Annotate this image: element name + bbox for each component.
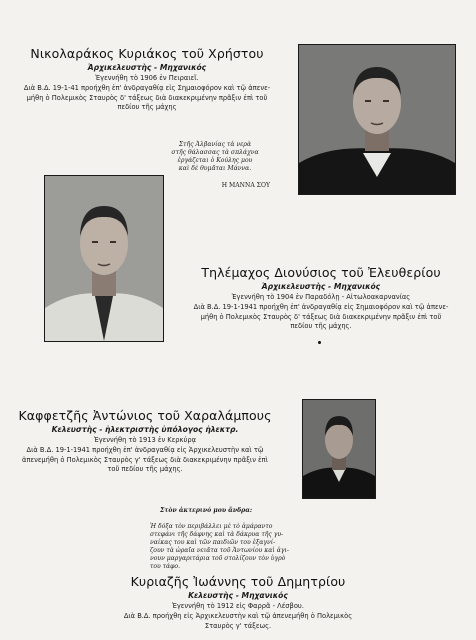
entry-citation: Διὰ Β.Δ. 19-1-1941 προήχθη ἐπ' ἀνδραγαθίᾳ εἰς Σημαιοφόρον καὶ τῷ ἀπενε- μήθη ὁ Πολεμικὸς Σταυρὸς δ' τάξεως διὰ διακεκριμένην πρᾶξιν ἐπὶ τοῦ πεδίου τῆς μάχης. <box>193 303 449 331</box>
portrait-photo-nikolarakos <box>298 44 456 195</box>
entry-birth: Ἐγεννήθη τὸ 1912 εἰς Φαρρᾶ - Λέσβου. <box>172 602 304 610</box>
entry-rank: Ἀρχικελευστὴς - Μηχανικός <box>87 63 207 72</box>
entry-rank: Ἀρχικελευστὴς - Μηχανικός <box>261 282 381 291</box>
poem-heading: Στὸν ἀκτερινό μου ἄνδρα: <box>160 507 253 514</box>
entry-name: Νικολαράκος Κυριάκος τοῦ Χρήστου <box>30 46 264 61</box>
poem-signature: Η ΜΑΝΝΑ ΣΟΥ <box>221 182 270 189</box>
portrait-photo-icon <box>299 45 455 194</box>
poem-mother <box>160 133 270 198</box>
entry-rank: Κελευστὴς - ἠλεκτριστὴς ὑπόλογος ἠλεκτρ. <box>51 425 239 434</box>
bullet-mark <box>318 341 321 344</box>
entry-nikolarakos <box>10 46 284 113</box>
portrait-photo-tilemachos <box>44 175 164 342</box>
entry-birth: Ἐγεννήθη τὸ 1904 ἐν Παραδόλῃ - Αἰτωλοακαρνανίας <box>231 293 411 301</box>
entry-name: Κυριαζῆς Ἰωάννης τοῦ Δημητρίου <box>130 574 346 589</box>
entry-kaffetzis <box>12 408 278 475</box>
entry-name: Καφφετζῆς Ἀντώνιος τοῦ Χαραλάμπους <box>18 408 272 423</box>
portrait-photo-icon <box>303 400 375 498</box>
entry-citation: Διὰ Β.Δ. 19-1-41 προήχθη ἐπ' ἀνδραγαθίᾳ εἰς Σημαιοφόρον καὶ τῷ ἀπενε- μήθη ὁ Πολεμικὸς Σταυρὸς δ' τάξεως διὰ διακεκριμένην πρᾶξιν ἐπὶ τοῦ πεδίου τῆς μάχης <box>23 84 271 112</box>
entry-rank: Κελευστὴς - Μηχανικός <box>188 591 288 600</box>
entry-birth: Ἐγεννήθη τὸ 1906 ἐν Πειραιεῖ. <box>95 74 199 82</box>
entry-tilemachos <box>182 265 460 332</box>
entry-citation: Διὰ Β.Δ. προήχθη εἰς Ἀρχικελευστὴν καὶ τῷ ἀπενεμήθη ὁ Πολεμικὸς Σταυρὸς γ' τάξεως. <box>123 612 353 630</box>
entry-kyriazis <box>100 574 376 631</box>
poem-wife <box>150 499 315 579</box>
entry-citation: Διὰ Β.Δ. 19-1-1941 προήχθη ἐπ' ἀνδραγαθίᾳ εἰς Ἀρχικελευστὴν καὶ τῷ ἀπενεμήθη ὁ Πολεμικὸς Σταυρὸς γ' τάξεως διὰ διακεκριμένην πρᾶξιν ἐπὶ τοῦ πεδίου τῆς μάχης. <box>22 446 268 474</box>
poem-text: Ἡ δόξα τὸν περιβάλλει μὲ τὸ ἀμάραντο στεφάνι τῆς δάφνης καὶ τὰ δάκρυα τῆς γυ- ναίκας του καὶ τῶν παιδιῶν του ἐξαγνί- ζουν τὰ ὡραῖα νειᾶτα τοῦ Ἀντωνίου καὶ ἀγι- νουν μαργαριτάρια τοῦ στολίζουν τὸν ὑγρὸ του τάφο. <box>150 523 289 570</box>
poem-text: Στῆς Ἀλβανίας τὰ νερὰ στῆς θάλασσας τὰ σπλάχνα ἐργάζεται ὁ Κούλης μου καὶ δὲ θυμᾶται Μάννα. <box>171 141 259 172</box>
entry-name: Τηλέμαχος Διονύσιος τοῦ Ἐλευθερίου <box>201 265 441 280</box>
portrait-photo-icon <box>45 176 163 341</box>
entry-birth: Ἐγεννήθη τὸ 1913 ἐν Κερκύρᾳ <box>93 436 197 444</box>
portrait-photo-kaffetzis <box>302 399 376 499</box>
